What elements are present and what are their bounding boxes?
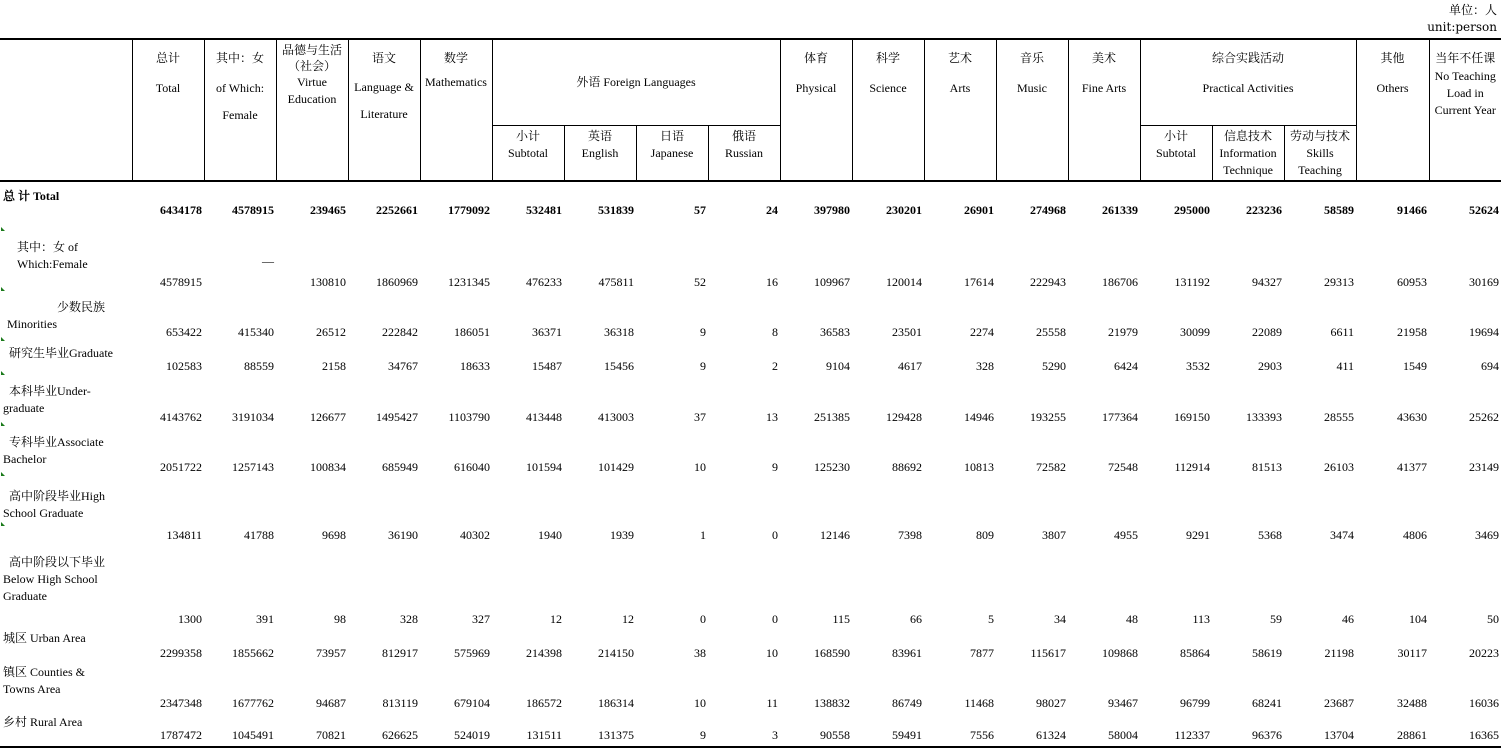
cell-value: 34 (1054, 612, 1066, 626)
cell-value: 26901 (964, 203, 994, 217)
cell-value: 214398 (526, 646, 562, 660)
table-row (0, 377, 1501, 428)
table-header (0, 39, 1501, 181)
cell-value: 3 (708, 714, 780, 747)
col-header-language: 语文 Language & Literature (348, 39, 420, 181)
cell-value: 413003 (598, 410, 634, 424)
cell-value: 3474 (1330, 528, 1355, 542)
cell-value: 29313 (1324, 275, 1355, 289)
row-label: 总 计 Total (0, 181, 132, 233)
cell-value: 125230 (814, 460, 850, 474)
col-header-fl-japanese: 日语 Japanese (636, 125, 708, 181)
teachers-by-subject-table (0, 38, 1501, 748)
cell-value: 100834 (310, 460, 346, 474)
col-header-pa-information-technique: 信息技术 Information Technique (1212, 125, 1284, 181)
cell-value: 109967 (814, 275, 850, 289)
cell-value: 13 (766, 410, 778, 424)
unit-note (1427, 2, 1497, 36)
table-row (0, 630, 1501, 664)
col-header-science: 科学 Science (852, 39, 924, 181)
cell-value: 90558 (780, 714, 852, 747)
cell-value: 2 (772, 359, 778, 373)
cell-value: 532481 (526, 203, 562, 217)
cell-value: 101594 (526, 460, 562, 474)
cell-value: 30169 (1469, 275, 1500, 289)
cell-value: 397980 (814, 203, 850, 217)
cell-value: 9 (772, 460, 778, 474)
cell-value: 57 (694, 203, 706, 217)
cell-value: 104 (1409, 612, 1428, 626)
cell-value: 1939 (610, 528, 634, 542)
cell-value: 88692 (892, 460, 922, 474)
table-row (0, 233, 1501, 293)
cell-value: 9 (636, 714, 708, 747)
cell-value: 186706 (1102, 275, 1138, 289)
cell-value: 4143762 (160, 410, 202, 424)
cell-value: 46 (1342, 612, 1355, 626)
col-header-pa-skills-teaching: 劳动与技术 Skills Teaching (1284, 125, 1356, 181)
cell-value: 41377 (1397, 460, 1428, 474)
cell-value: 4617 (898, 359, 922, 373)
cell-value: 10813 (964, 460, 994, 474)
cell-value: 21198 (1324, 646, 1355, 660)
cell-value: 1860969 (376, 275, 418, 289)
table-row (0, 546, 1501, 630)
cell-value: 83961 (892, 646, 922, 660)
cell-value: 12 (550, 612, 562, 626)
cell-value: 16365 (1429, 714, 1501, 747)
table-row (0, 714, 1501, 747)
col-header-foreign-languages: 外语 Foreign Languages (492, 39, 780, 125)
cell-value: 129428 (886, 410, 922, 424)
cell-value: 98027 (1036, 696, 1066, 710)
cell-value: 20223 (1469, 646, 1500, 660)
col-header-arts: 艺术 Arts (924, 39, 996, 181)
row-label: 专科毕业Associate Bachelor (0, 428, 132, 478)
table-row (0, 343, 1501, 377)
table-row (0, 664, 1501, 714)
cell-value: 694 (1481, 359, 1500, 373)
cell-value: 575969 (454, 646, 490, 660)
cell-value: 812917 (382, 646, 418, 660)
cell-value: 40302 (460, 528, 490, 542)
cell-value: 26103 (1324, 460, 1355, 474)
cell-value: 131375 (564, 714, 636, 747)
cell-value: 1 (700, 528, 706, 542)
cell-value: 131192 (1174, 275, 1210, 289)
cell-value: 214150 (598, 646, 634, 660)
cell-value: 5 (988, 612, 994, 626)
cell-value: 26512 (316, 325, 346, 339)
cell-value: 413448 (526, 410, 562, 424)
cell-value: 685949 (382, 460, 418, 474)
cell-value: 8 (772, 325, 778, 339)
cell-value: 28861 (1356, 714, 1429, 747)
unit-note-zh: 单位：人 (1448, 3, 1497, 17)
col-header-music: 音乐 Music (996, 39, 1068, 181)
cell-value: 10 (766, 646, 778, 660)
cell-value: 6611 (1330, 325, 1355, 339)
cell-value: 679104 (454, 696, 490, 710)
cell-value: 274968 (1030, 203, 1066, 217)
col-header-total: 总计 Total (132, 39, 204, 181)
cell-value: 9698 (322, 528, 346, 542)
cell-value: 0 (772, 528, 778, 542)
row-label: 少数民族 Minorities (0, 293, 132, 343)
cell-value: 130810 (310, 275, 346, 289)
col-header-others: 其他 Others (1356, 39, 1429, 181)
cell-value: 2051722 (160, 460, 202, 474)
cell-value: 186572 (526, 696, 562, 710)
cell-value: 1045491 (204, 714, 276, 747)
cell-value: 6434178 (160, 203, 202, 217)
row-label: 镇区 Counties & Towns Area (3, 665, 86, 696)
cell-value: 531839 (598, 203, 634, 217)
cell-value: 21979 (1108, 325, 1138, 339)
cell-value: 186314 (598, 696, 634, 710)
cell-value: 2274 (970, 325, 994, 339)
cell-value: 37 (694, 410, 706, 424)
cell-value: 32488 (1397, 696, 1428, 710)
table-row (0, 478, 1501, 546)
cell-value: 4806 (1403, 528, 1428, 542)
cell-value: 7877 (970, 646, 994, 660)
cell-value: 6424 (1114, 359, 1138, 373)
cell-value: 102583 (166, 359, 202, 373)
cell-value: 16 (766, 275, 778, 289)
row-label: 本科毕业Under-graduate (0, 377, 132, 428)
cell-value: 4578915 (160, 275, 202, 289)
cell-value: 52 (694, 275, 706, 289)
cell-value: 11 (766, 696, 778, 710)
col-header-fine-arts: 美术 Fine Arts (1068, 39, 1140, 181)
cell-value: 3469 (1475, 528, 1500, 542)
cell-value: 1257143 (232, 460, 274, 474)
cell-value: 5368 (1258, 528, 1282, 542)
cell-value: 0 (772, 612, 778, 626)
unit-note-en: unit:person (1427, 20, 1497, 34)
cell-value: 23149 (1469, 460, 1500, 474)
cell-value: 524019 (420, 714, 492, 747)
cell-value: 19694 (1469, 325, 1500, 339)
cell-value: 134811 (166, 528, 202, 542)
cell-value: 230201 (886, 203, 922, 217)
col-header-fl-english: 英语 English (564, 125, 636, 181)
cell-value: 115 (832, 612, 850, 626)
cell-value: 239465 (310, 203, 346, 217)
cell-value: 4578915 (232, 203, 274, 217)
cell-value: 5290 (1042, 359, 1066, 373)
cell-value: 15487 (532, 359, 562, 373)
cell-value: 101429 (598, 460, 634, 474)
col-header-fl-subtotal: 小计 Subtotal (492, 125, 564, 181)
cell-value: 36371 (532, 325, 562, 339)
cell-value: 126677 (310, 410, 346, 424)
cell-value: 25262 (1469, 410, 1500, 424)
cell-value: 9104 (826, 359, 850, 373)
cell-value: 115617 (1030, 646, 1066, 660)
cell-value: 88559 (244, 359, 274, 373)
cell-value: 68241 (1252, 696, 1282, 710)
cell-value: 2347348 (160, 696, 202, 710)
cell-value: 2299358 (160, 646, 202, 660)
cell-value: 475811 (598, 275, 634, 289)
cell-value: 85864 (1180, 646, 1210, 660)
cell-value: 50 (1487, 612, 1500, 626)
cell-value: 476233 (526, 275, 562, 289)
cell-value: 36583 (820, 325, 850, 339)
cell-value: 18633 (460, 359, 490, 373)
cell-value: 626625 (348, 714, 420, 747)
col-header-fl-russian: 俄语 Russian (708, 125, 780, 181)
cell-value: 222943 (1030, 275, 1066, 289)
cell-value: 10 (694, 460, 706, 474)
cell-value: 73957 (316, 646, 346, 660)
cell-value: 1231345 (448, 275, 490, 289)
cell-value: 28555 (1324, 410, 1355, 424)
cell-value: 295000 (1174, 203, 1210, 217)
table-row (0, 293, 1501, 343)
cell-value: 1940 (538, 528, 562, 542)
col-header-practical-activities: 综合实践活动 Practical Activities (1140, 39, 1356, 125)
col-header-pa-subtotal: 小计 Subtotal (1140, 125, 1212, 181)
cell-value: 23501 (892, 325, 922, 339)
cell-value: 120014 (886, 275, 922, 289)
cell-value: 616040 (454, 460, 490, 474)
cell-value: 58619 (1252, 646, 1282, 660)
cell-value: 60953 (1397, 275, 1428, 289)
cell-value: 15456 (604, 359, 634, 373)
cell-value: 12 (622, 612, 634, 626)
cell-value: 2158 (322, 359, 346, 373)
col-header-female: 其中：女 of Which: Female (204, 39, 276, 181)
cell-value: 98 (334, 612, 346, 626)
cell-value: 25558 (1036, 325, 1066, 339)
cell-value: 391 (256, 612, 274, 626)
table-row (0, 181, 1501, 233)
cell-value: 813119 (382, 696, 418, 710)
row-label: 高中阶段毕业High School Graduate (0, 478, 132, 546)
cell-value: 36190 (388, 528, 418, 542)
cell-value: 93467 (1108, 696, 1138, 710)
cell-value: 23687 (1324, 696, 1355, 710)
cell-value: 1787472 (132, 714, 204, 747)
row-label: 城区 Urban Area (3, 631, 86, 645)
cell-value: 16036 (1469, 696, 1500, 710)
cell-value: 14946 (964, 410, 994, 424)
col-header-physical: 体育 Physical (780, 39, 852, 181)
cell-value: 72582 (1036, 460, 1066, 474)
cell-value: 22089 (1252, 325, 1282, 339)
cell-value: 251385 (814, 410, 850, 424)
cell-value: 30117 (1397, 646, 1428, 660)
cell-value: 261339 (1102, 203, 1138, 217)
cell-value: 41788 (244, 528, 274, 542)
cell-value: 112337 (1140, 714, 1212, 747)
cell-value: 11468 (964, 696, 994, 710)
cell-value: 133393 (1246, 410, 1282, 424)
cell-value: 186051 (454, 325, 490, 339)
cell-value: 328 (976, 359, 994, 373)
cell-value: 1103790 (448, 410, 490, 424)
cell-value: 653422 (166, 325, 202, 339)
cell-value: 411 (1336, 359, 1355, 373)
cell-value: 113 (1192, 612, 1210, 626)
cell-value: 96799 (1180, 696, 1210, 710)
table-row (0, 428, 1501, 478)
cell-value: 1855662 (232, 646, 274, 660)
cell-value: 36318 (604, 325, 634, 339)
cell-value: 327 (472, 612, 490, 626)
cell-value: 24 (766, 203, 778, 217)
cell-value: 9 (700, 325, 706, 339)
cell-value: — (262, 254, 274, 268)
cell-value: 70821 (276, 714, 348, 747)
cell-value: 96376 (1212, 714, 1284, 747)
cell-value: 61324 (996, 714, 1068, 747)
cell-value: 1677762 (232, 696, 274, 710)
row-label: 高中阶段以下毕业 Below High School Graduate (3, 555, 106, 603)
cell-value: 10 (694, 696, 706, 710)
cell-value: 38 (694, 646, 706, 660)
cell-value: 131511 (492, 714, 564, 747)
cell-value: 2252661 (376, 203, 418, 217)
cell-value: 328 (400, 612, 418, 626)
cell-value: 58589 (1324, 203, 1355, 217)
cell-value: 66 (910, 612, 922, 626)
cell-value: 7556 (924, 714, 996, 747)
cell-value: 1549 (1403, 359, 1428, 373)
cell-value: 13704 (1284, 714, 1356, 747)
cell-value: 222842 (382, 325, 418, 339)
cell-value: 168590 (814, 646, 850, 660)
cell-value: 86749 (892, 696, 922, 710)
cell-value: 52624 (1469, 203, 1500, 217)
cell-value: 9 (700, 359, 706, 373)
cell-value: 94687 (316, 696, 346, 710)
cell-value: 3532 (1186, 359, 1210, 373)
cell-value: 9291 (1186, 528, 1210, 542)
cell-value: 91466 (1397, 203, 1428, 217)
cell-value: 193255 (1030, 410, 1066, 424)
cell-value: 30099 (1180, 325, 1210, 339)
col-header-virtue: 品德与生活（社会） Virtue Education (276, 39, 348, 181)
cell-value: 81513 (1252, 460, 1282, 474)
row-label: 乡村 Rural Area (0, 714, 132, 747)
cell-value: 809 (976, 528, 994, 542)
cell-value: 7398 (898, 528, 922, 542)
cell-value: 169150 (1174, 410, 1210, 424)
cell-value: 112914 (1174, 460, 1210, 474)
cell-value: 4955 (1114, 528, 1138, 542)
row-header-corner (0, 39, 132, 181)
cell-value: 177364 (1102, 410, 1138, 424)
cell-value: 2903 (1258, 359, 1282, 373)
cell-value: 109868 (1102, 646, 1138, 660)
row-label: 研究生毕业Graduate (0, 343, 132, 377)
col-header-no-teaching-load: 当年不任课 No Teaching Load in Current Year (1429, 39, 1501, 181)
cell-value: 3807 (1042, 528, 1066, 542)
table-body (0, 181, 1501, 747)
cell-value: 72548 (1108, 460, 1138, 474)
cell-value: 415340 (238, 325, 274, 339)
row-label: 其中：女 of Which:Female (0, 233, 132, 293)
cell-value: 223236 (1246, 203, 1282, 217)
cell-value: 94327 (1252, 275, 1282, 289)
cell-value: 48 (1126, 612, 1138, 626)
cell-value: 43630 (1397, 410, 1428, 424)
cell-value: 1495427 (376, 410, 418, 424)
cell-value: 59491 (852, 714, 924, 747)
cell-value: 0 (700, 612, 706, 626)
cell-value: 58004 (1068, 714, 1140, 747)
cell-value: 59 (1270, 612, 1282, 626)
cell-value: 1779092 (448, 203, 490, 217)
cell-value: 1300 (178, 612, 202, 626)
cell-value: 138832 (814, 696, 850, 710)
cell-value: 12146 (820, 528, 850, 542)
col-header-math: 数学 Mathematics (420, 39, 492, 181)
cell-value: 21958 (1397, 325, 1428, 339)
cell-value: 17614 (964, 275, 994, 289)
cell-value: 3191034 (232, 410, 274, 424)
cell-value: 34767 (388, 359, 418, 373)
